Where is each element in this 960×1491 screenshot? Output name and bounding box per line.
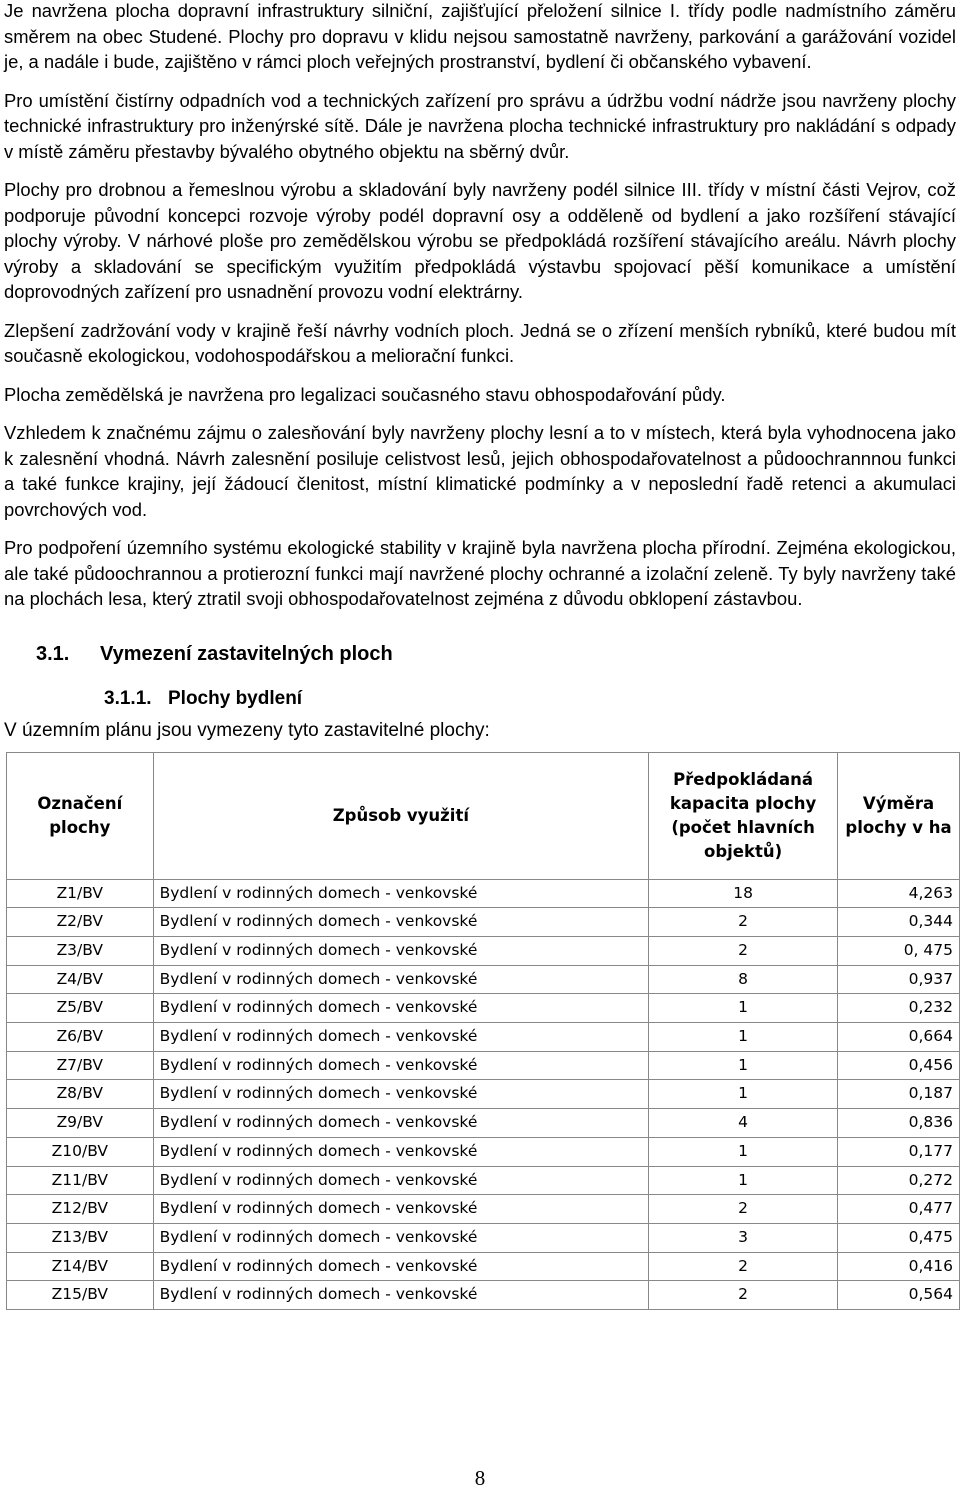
- table-row: [7, 908, 960, 937]
- cell-use: Bydlení v rodinných domech - venkovské: [153, 908, 649, 937]
- table-row: [7, 1252, 960, 1281]
- cell-capacity: 1: [649, 1051, 838, 1080]
- cell-use: Bydlení v rodinných domech - venkovské: [153, 1252, 649, 1281]
- cell-use: Bydlení v rodinných domech - venkovské: [153, 879, 649, 908]
- cell-capacity: 4: [649, 1109, 838, 1138]
- document-page: [4, 0, 956, 1310]
- table-intro: V územním plánu jsou vymezeny tyto zastavitelné plochy:: [4, 719, 490, 741]
- cell-use: Bydlení v rodinných domech - venkovské: [153, 1080, 649, 1109]
- table-row: [7, 1195, 960, 1224]
- table-row: [7, 1166, 960, 1195]
- cell-use: Bydlení v rodinných domech - venkovské: [153, 1223, 649, 1252]
- cell-code: Z12/BV: [7, 1195, 154, 1224]
- cell-code: Z7/BV: [7, 1051, 154, 1080]
- cell-capacity: 8: [649, 965, 838, 994]
- cell-use: Bydlení v rodinných domech - venkovské: [153, 1195, 649, 1224]
- cell-use: Bydlení v rodinných domech - venkovské: [153, 1137, 649, 1166]
- cell-code: Z3/BV: [7, 936, 154, 965]
- page-number: 8: [474, 1466, 486, 1490]
- cell-area: 0,272: [838, 1166, 960, 1195]
- table-row: [7, 1109, 960, 1138]
- cell-capacity: 18: [649, 879, 838, 908]
- cell-code: Z13/BV: [7, 1223, 154, 1252]
- cell-use: Bydlení v rodinných domech - venkovské: [153, 1051, 649, 1080]
- table-row: [7, 1137, 960, 1166]
- cell-code: Z8/BV: [7, 1080, 154, 1109]
- cell-use: Bydlení v rodinných domech - venkovské: [153, 1109, 649, 1138]
- cell-capacity: 1: [649, 1023, 838, 1052]
- table-row: [7, 1080, 960, 1109]
- paragraph-technical-infrastructure: Pro umístění čistírny odpadních vod a technických zařízení pro správu a údržbu vodní nádrže jsou navrženy plochy technické infrastruktury pro inženýrské sítě. Dále je navržena plocha technické infrastruktury pro nakládání s odpady v místě záměru přestavby bývalého obytného objektu na sběrný dvůr.: [4, 89, 956, 162]
- cell-area: 0,344: [838, 908, 960, 937]
- cell-code: Z10/BV: [7, 1137, 154, 1166]
- cell-code: Z4/BV: [7, 965, 154, 994]
- cell-code: Z9/BV: [7, 1109, 154, 1138]
- cell-area: 0, 475: [838, 936, 960, 965]
- section-title: Vymezení zastavitelných ploch: [100, 642, 393, 665]
- table-row: [7, 994, 960, 1023]
- cell-capacity: 1: [649, 1080, 838, 1109]
- cell-use: Bydlení v rodinných domech - venkovské: [153, 994, 649, 1023]
- cell-code: Z14/BV: [7, 1252, 154, 1281]
- header-code: Označení plochy: [7, 752, 154, 879]
- cell-capacity: 1: [649, 1166, 838, 1195]
- cell-area: 0,232: [838, 994, 960, 1023]
- table-row: [7, 879, 960, 908]
- cell-area: 0,456: [838, 1051, 960, 1080]
- cell-capacity: 1: [649, 994, 838, 1023]
- section-heading: [4, 636, 956, 672]
- cell-capacity: 2: [649, 1252, 838, 1281]
- table-row: [7, 1023, 960, 1052]
- cell-code: Z15/BV: [7, 1281, 154, 1310]
- cell-area: 0,937: [838, 965, 960, 994]
- paragraph-agriculture: Plocha zemědělská je navržena pro legalizaci současného stavu obhospodařování půdy.: [4, 383, 726, 405]
- cell-area: 0,187: [838, 1080, 960, 1109]
- header-capacity: Předpokládaná kapacita plochy (počet hlavních objektů): [649, 752, 838, 879]
- cell-use: Bydlení v rodinných domech - venkovské: [153, 936, 649, 965]
- cell-code: Z5/BV: [7, 994, 154, 1023]
- paragraph-water: Zlepšení zadržování vody v krajině řeší návrhy vodních ploch. Jedná se o zřízení menších rybníků, které budou mít současně ekologickou, vodohospodářskou a meliorační funkci.: [4, 319, 956, 366]
- cell-capacity: 2: [649, 936, 838, 965]
- cell-use: Bydlení v rodinných domech - venkovské: [153, 1281, 649, 1310]
- cell-code: Z6/BV: [7, 1023, 154, 1052]
- table-row: [7, 1051, 960, 1080]
- cell-code: Z2/BV: [7, 908, 154, 937]
- cell-code: Z1/BV: [7, 879, 154, 908]
- cell-capacity: 2: [649, 908, 838, 937]
- cell-area: 4,263: [838, 879, 960, 908]
- paragraph-production: Plochy pro drobnou a řemeslnou výrobu a skladování byly navrženy podél silnice III. třídy v místní části Vejrov, což podporuje původní koncepci rozvoje výroby podél dopravní osy a odděleně od bydlení a jako rozšíření stávající plochy výroby. V nárhové ploše pro zemědělskou výrobu se předpokládá rozšíření stávajícího areálu. Návrh plochy výroby a skladování se specifickým využitím předpokládá výstavbu spojovací pěší komunikace a umístění doprovodných zařízení pro usnadnění provozu vodní elektrárny.: [4, 179, 956, 302]
- table-body: [7, 879, 960, 1310]
- table-row: [7, 1223, 960, 1252]
- paragraph-forest: Vzhledem k značnému zájmu o zalesňování byly navrženy plochy lesní a to v místech, která byla vyhodnocena jako k zalesnění vhodná. Návrh zalesnění posiluje celistvost lesů, jejich obhospodařovatelnost a půdoochrannnou funkci a také funkce krajiny, její žádoucí členitost, místní klimatické podmínky a v neposlední řadě retenci a akumulaci povrchových vod.: [4, 422, 956, 520]
- subsection-number: 3.1.1.: [104, 687, 152, 709]
- table-row: [7, 936, 960, 965]
- cell-area: 0,664: [838, 1023, 960, 1052]
- cell-capacity: 1: [649, 1137, 838, 1166]
- cell-area: 0,836: [838, 1109, 960, 1138]
- table-header-row: [7, 752, 960, 879]
- cell-area: 0,475: [838, 1223, 960, 1252]
- cell-capacity: 3: [649, 1223, 838, 1252]
- subsection-heading: [4, 682, 956, 716]
- cell-area: 0,477: [838, 1195, 960, 1224]
- header-area: Výměra plochy v ha: [838, 752, 960, 879]
- cell-code: Z11/BV: [7, 1166, 154, 1195]
- cell-area: 0,416: [838, 1252, 960, 1281]
- cell-use: Bydlení v rodinných domech - venkovské: [153, 965, 649, 994]
- cell-capacity: 2: [649, 1281, 838, 1310]
- cell-area: 0,564: [838, 1281, 960, 1310]
- paragraph-transport: Je navržena plocha dopravní infrastruktury silniční, zajišťující přeložení silnice I. třídy podle nadmístního záměru směrem na obec Studené. Plochy pro dopravu v klidu nejsou samostatně navrženy, parkování a garážování vozidel je, a nadále i bude, zajištěno v rámci ploch veřejných prostranství, bydlení či občanského vybavení.: [4, 0, 956, 72]
- table-row: [7, 1281, 960, 1310]
- table-row: [7, 965, 960, 994]
- subsection-title: Plochy bydlení: [168, 687, 303, 709]
- cell-use: Bydlení v rodinných domech - venkovské: [153, 1166, 649, 1195]
- paragraph-ecology: Pro podpoření územního systému ekologické stability v krajině byla navržena plocha přírodní. Zejména ekologickou, ale také půdoochrannou a protierozní funkci mají navržené plochy ochranné a izolační zeleně. Ty byly navrženy také na plochách lesa, který ztratil svoji obhospodařovatelnost zejména z důvodu obklopení zástavbou.: [4, 537, 956, 609]
- cell-use: Bydlení v rodinných domech - venkovské: [153, 1023, 649, 1052]
- cell-area: 0,177: [838, 1137, 960, 1166]
- areas-table: [6, 752, 960, 1311]
- section-number: 3.1.: [36, 642, 70, 665]
- header-use: Způsob využití: [153, 752, 649, 879]
- cell-capacity: 2: [649, 1195, 838, 1224]
